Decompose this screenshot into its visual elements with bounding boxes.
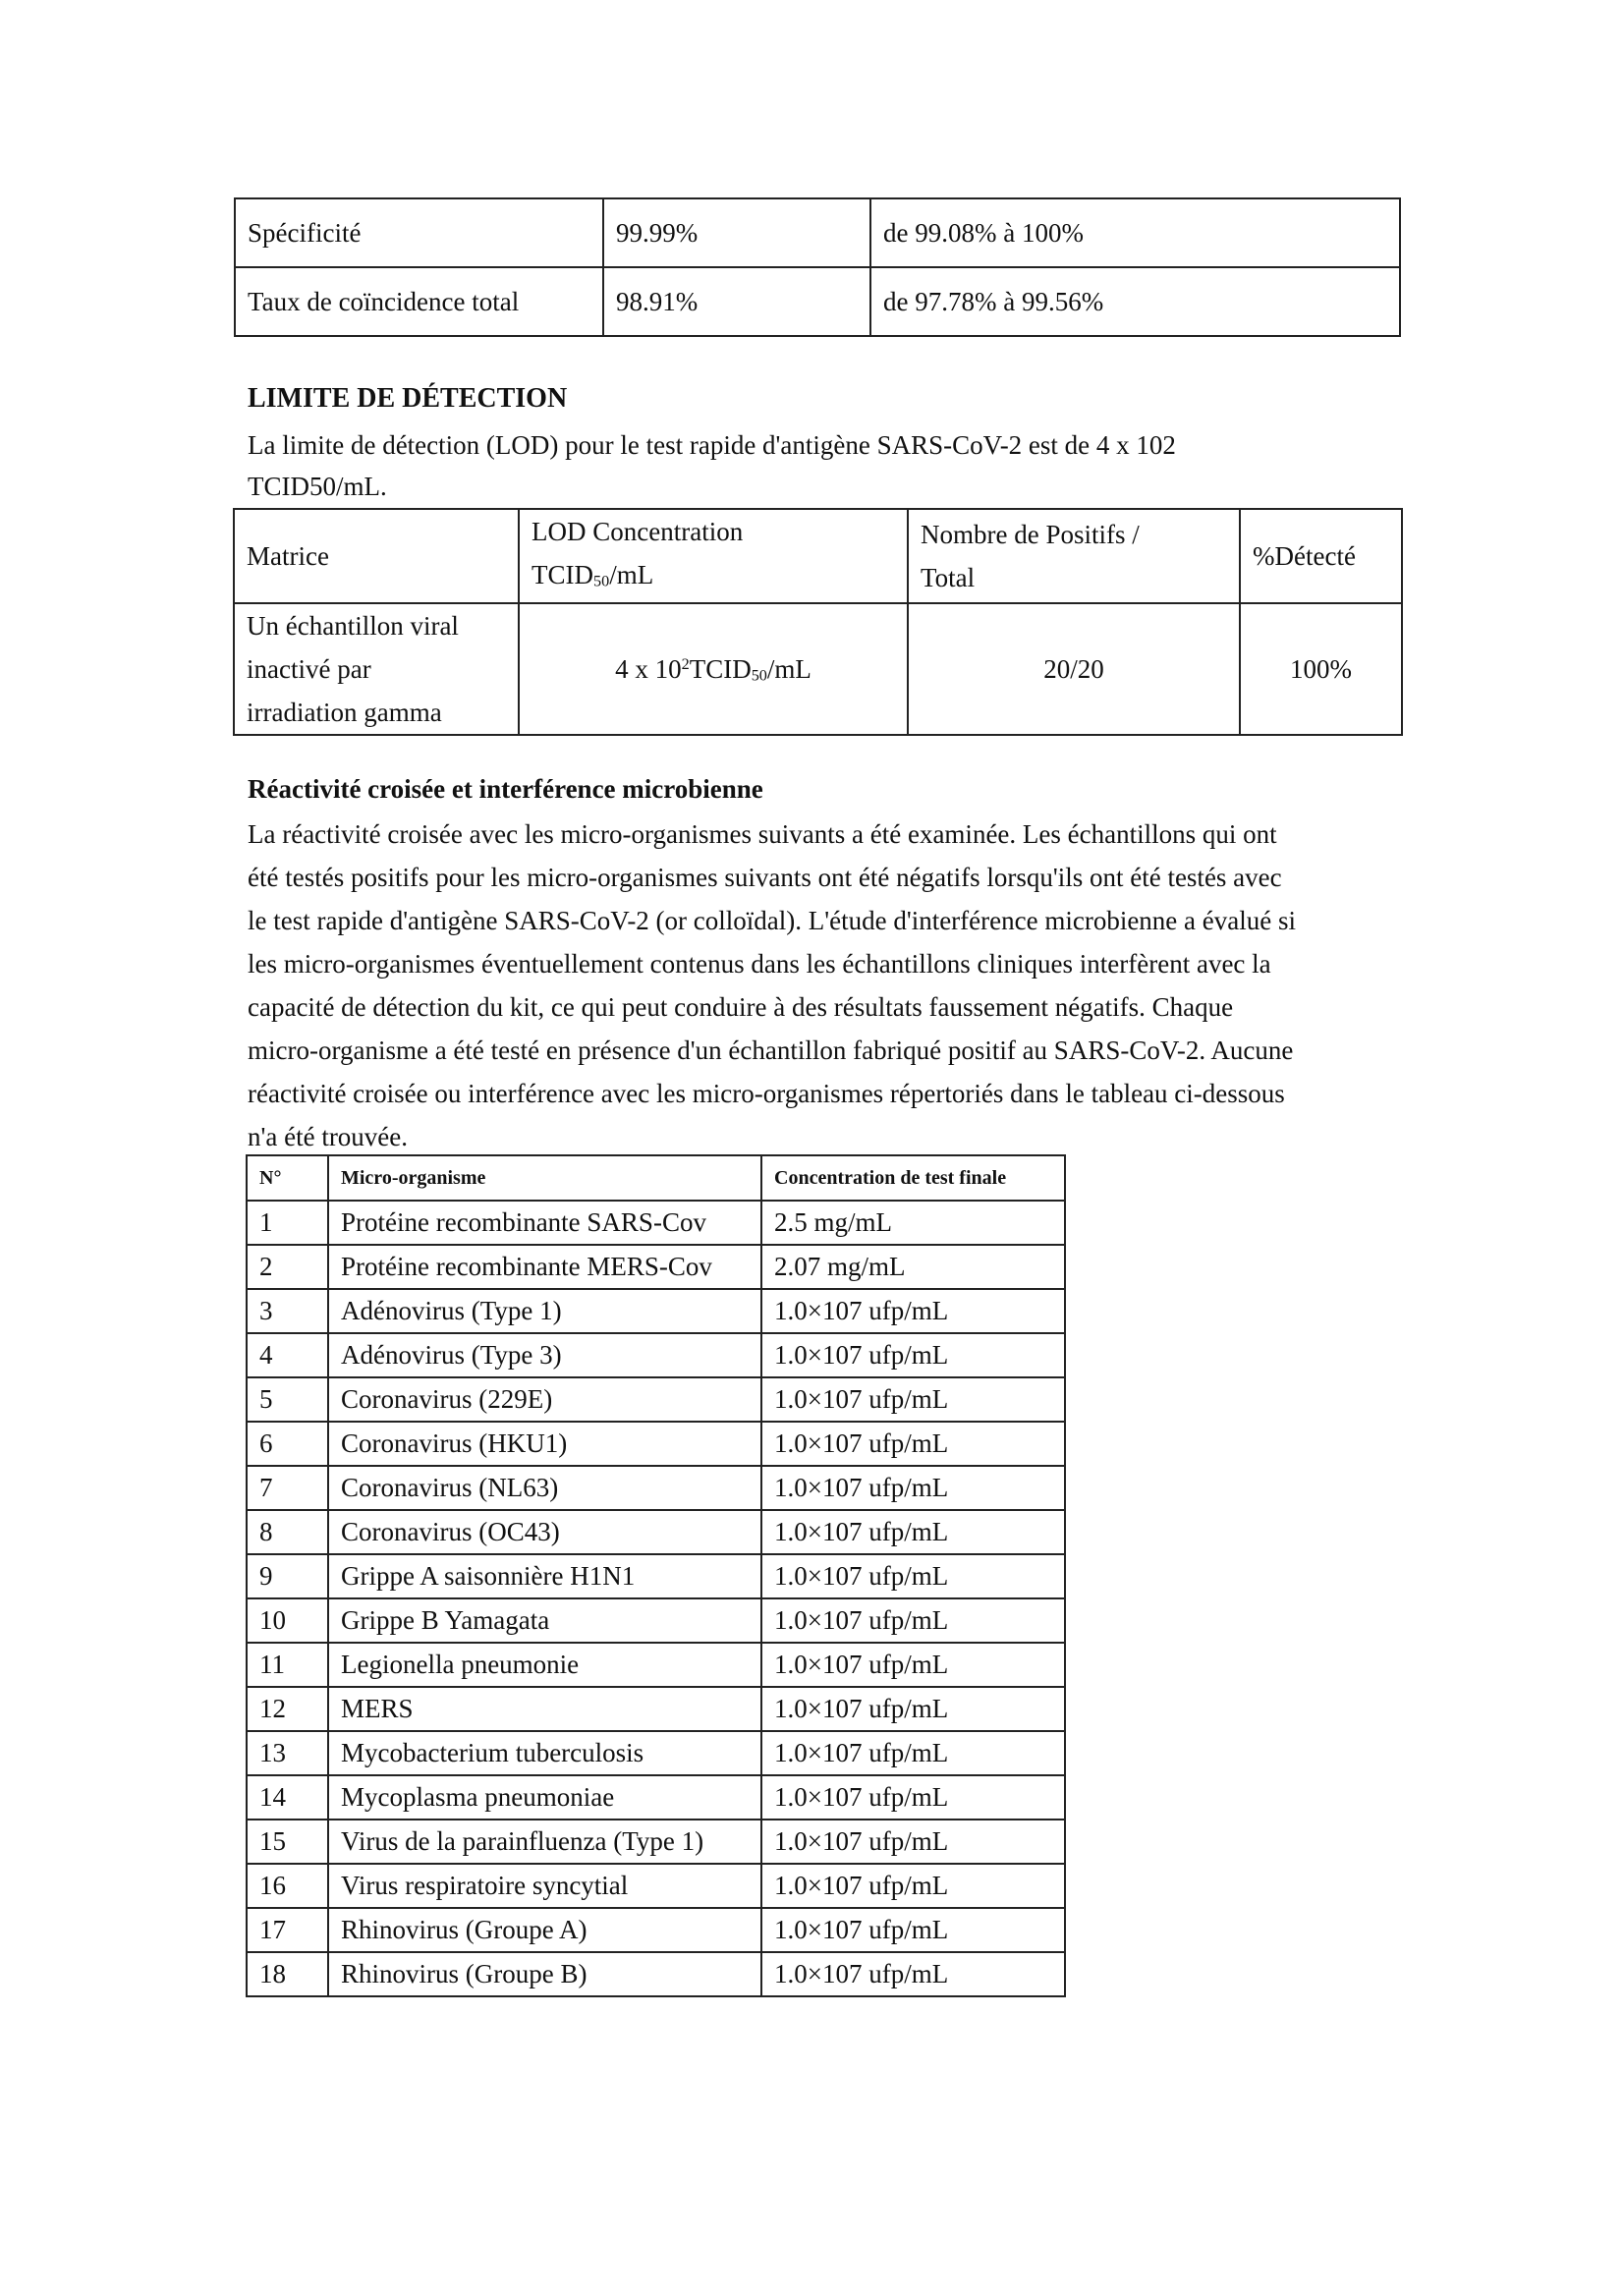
row-number: 11 [247,1643,328,1687]
row-matrice [234,603,519,735]
header-lod-sub: 50 [593,572,610,590]
row-matrice-line: Un échantillon viral [247,611,459,642]
row-concentration: 1.0×107 ufp/mL [761,1510,1065,1554]
row-micro-organisme: Virus respiratoire syncytial [328,1864,761,1908]
row-micro-organisme: Rhinovirus (Groupe B) [328,1952,761,1996]
row-number: 1 [247,1201,328,1245]
row-concentration: 1.0×107 ufp/mL [761,1820,1065,1864]
cross-line: réactivité croisée ou interférence avec les micro-organismes répertoriés dans le tableau ci-dessous [248,1079,1285,1108]
table-row [247,1775,1065,1820]
row-concentration: 1.0×107 ufp/mL [761,1289,1065,1333]
row-number: 2 [247,1245,328,1289]
row-number: 5 [247,1377,328,1422]
lod-value-unit: TCID [689,653,752,684]
row-concentration: 2.5 mg/mL [761,1201,1065,1245]
row-number: 7 [247,1466,328,1510]
row-concentration: 1.0×107 ufp/mL [761,1554,1065,1598]
row-concentration: 1.0×107 ufp/mL [761,1687,1065,1731]
cross-line: micro-organisme a été testé en présence d'un échantillon fabriqué positif au SARS-CoV-2. Aucune [248,1036,1294,1065]
table-header-row [234,509,1402,603]
table-row [247,1201,1065,1245]
cross-line: été testés positifs pour les micro-organismes suivants ont été négatifs lorsqu'ils ont été testés avec [248,863,1282,892]
table-row [247,1908,1065,1952]
row-concentration: 1.0×107 ufp/mL [761,1952,1065,1996]
table-row [247,1952,1065,1996]
row-concentration: 1.0×107 ufp/mL [761,1466,1065,1510]
perf-interval: de 97.78% à 99.56% [870,267,1400,336]
cross-line: capacité de détection du kit, ce qui peut conduire à des résultats faussement négatifs. Chaque [248,992,1234,1022]
perf-interval: de 99.08% à 100% [870,198,1400,267]
row-micro-organisme: Adénovirus (Type 1) [328,1289,761,1333]
table-row [247,1377,1065,1422]
row-concentration: 1.0×107 ufp/mL [761,1377,1065,1422]
table-row [247,1554,1065,1598]
table-row [234,603,1402,735]
row-number: 10 [247,1598,328,1643]
cross-line: La réactivité croisée avec les micro-organismes suivants a été examinée. Les échantillons qui ont [248,819,1277,849]
row-micro-organisme: Mycoplasma pneumoniae [328,1775,761,1820]
row-concentration: 1.0×107 ufp/mL [761,1731,1065,1775]
row-micro-organisme: Grippe A saisonnière H1N1 [328,1554,761,1598]
row-micro-organisme: Coronavirus (NL63) [328,1466,761,1510]
lod-text [248,424,1176,507]
perf-label: Spécificité [235,198,603,267]
row-concentration: 1.0×107 ufp/mL [761,1598,1065,1643]
lod-value-exp: 2 [681,654,690,673]
table-row [247,1687,1065,1731]
row-number: 9 [247,1554,328,1598]
row-concentration: 1.0×107 ufp/mL [761,1422,1065,1466]
row-number: 14 [247,1775,328,1820]
lod-value-base: 4 x 10 [615,653,682,684]
cross-heading: Réactivité croisée et interférence microbienne [248,774,763,804]
lod-text-line: TCID50/mL. [248,472,387,501]
row-number: 17 [247,1908,328,1952]
table-row [247,1422,1065,1466]
row-concentration: 2.07 mg/mL [761,1245,1065,1289]
row-micro-organisme: Coronavirus (OC43) [328,1510,761,1554]
table-row [247,1510,1065,1554]
row-number: 8 [247,1510,328,1554]
row-micro-organisme: Mycobacterium tuberculosis [328,1731,761,1775]
row-number: 16 [247,1864,328,1908]
table-header-row [247,1155,1065,1201]
row-positifs: 20/20 [908,603,1240,735]
row-micro-organisme: Coronavirus (HKU1) [328,1422,761,1466]
row-number: 3 [247,1289,328,1333]
row-concentration: 1.0×107 ufp/mL [761,1333,1065,1377]
row-concentration: 1.0×107 ufp/mL [761,1775,1065,1820]
cross-paragraph [248,812,1407,1158]
table-row [247,1333,1065,1377]
header-lod-concentration [519,509,908,603]
lod-heading: LIMITE DE DÉTECTION [248,383,568,414]
row-micro-organisme: Coronavirus (229E) [328,1377,761,1422]
header-lod-line2 [532,553,895,602]
row-lod-value [519,603,908,735]
table-row [247,1598,1065,1643]
row-matrice-line: inactivé par [247,654,371,685]
lod-table [233,508,1403,736]
header-lod-end: /mL [609,560,654,589]
header-positifs-line2: Total [921,563,976,593]
table-row [235,198,1400,267]
row-number: 4 [247,1333,328,1377]
row-concentration: 1.0×107 ufp/mL [761,1864,1065,1908]
header-number: N° [247,1155,328,1201]
row-number: 13 [247,1731,328,1775]
row-micro-organisme: Protéine recombinante SARS-Cov [328,1201,761,1245]
row-number: 15 [247,1820,328,1864]
header-detecte: %Détecté [1240,509,1402,603]
cross-reactivity-table [246,1154,1066,1997]
table-row [247,1643,1065,1687]
header-lod-line1: LOD Concentration [532,517,744,546]
cross-line: le test rapide d'antigène SARS-CoV-2 (or colloïdal). L'étude d'interférence microbienne a évalué si [248,906,1296,935]
row-number: 6 [247,1422,328,1466]
row-concentration: 1.0×107 ufp/mL [761,1908,1065,1952]
table-row [247,1245,1065,1289]
performance-table [234,197,1401,337]
header-lod-unit: TCID [532,560,593,589]
header-positifs [908,509,1240,603]
cross-line: les micro-organismes éventuellement contenus dans les échantillons cliniques interfèrent avec la [248,949,1271,979]
row-micro-organisme: Protéine recombinante MERS-Cov [328,1245,761,1289]
row-number: 18 [247,1952,328,1996]
table-row [235,267,1400,336]
row-concentration: 1.0×107 ufp/mL [761,1643,1065,1687]
table-row [247,1864,1065,1908]
header-matrice: Matrice [234,509,519,603]
row-micro-organisme: Adénovirus (Type 3) [328,1333,761,1377]
table-row [247,1731,1065,1775]
row-detecte: 100% [1240,603,1402,735]
row-number: 12 [247,1687,328,1731]
lod-value-end: /mL [766,653,812,684]
perf-label: Taux de coïncidence total [235,267,603,336]
row-micro-organisme: Grippe B Yamagata [328,1598,761,1643]
table-row [247,1466,1065,1510]
row-micro-organisme: Rhinovirus (Groupe A) [328,1908,761,1952]
row-matrice-line: irradiation gamma [247,698,442,728]
cross-line: n'a été trouvée. [248,1122,409,1151]
table-row [247,1289,1065,1333]
perf-value: 99.99% [603,198,870,267]
perf-value: 98.91% [603,267,870,336]
table-row [247,1820,1065,1864]
lod-value-sub: 50 [751,666,767,685]
row-micro-organisme: Virus de la parainfluenza (Type 1) [328,1820,761,1864]
header-positifs-line1: Nombre de Positifs / [921,520,1140,550]
header-micro-organisme: Micro-organisme [328,1155,761,1201]
row-micro-organisme: MERS [328,1687,761,1731]
header-concentration: Concentration de test finale [761,1155,1065,1201]
lod-text-line: La limite de détection (LOD) pour le test rapide d'antigène SARS-CoV-2 est de 4 x 102 [248,430,1176,460]
row-micro-organisme: Legionella pneumonie [328,1643,761,1687]
